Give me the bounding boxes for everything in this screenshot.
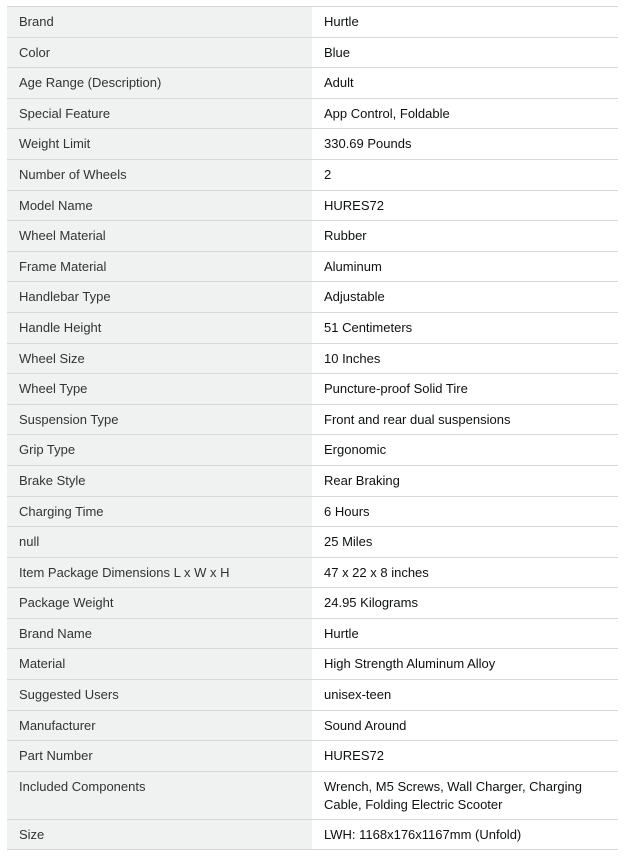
spec-value: unisex-teen bbox=[312, 680, 618, 711]
spec-row-part-number bbox=[7, 741, 618, 772]
spec-value: Front and rear dual suspensions bbox=[312, 404, 618, 435]
spec-label: Special Feature bbox=[7, 98, 312, 129]
spec-value: Adjustable bbox=[312, 282, 618, 313]
spec-value: App Control, Foldable bbox=[312, 98, 618, 129]
spec-label: Material bbox=[7, 649, 312, 680]
spec-value: LWH: 1168x176x1167mm (Unfold) bbox=[312, 819, 618, 850]
spec-label: Suggested Users bbox=[7, 680, 312, 711]
spec-label: Charging Time bbox=[7, 496, 312, 527]
spec-label: Handlebar Type bbox=[7, 282, 312, 313]
spec-label: Included Components bbox=[7, 771, 312, 819]
spec-value: 10 Inches bbox=[312, 343, 618, 374]
product-specifications-table bbox=[7, 6, 618, 850]
spec-label: Wheel Type bbox=[7, 374, 312, 405]
spec-value: Rear Braking bbox=[312, 465, 618, 496]
spec-row-manufacturer bbox=[7, 710, 618, 741]
spec-row-brake-style bbox=[7, 465, 618, 496]
spec-row-brand-name bbox=[7, 618, 618, 649]
spec-label: Size bbox=[7, 819, 312, 850]
spec-label: Wheel Size bbox=[7, 343, 312, 374]
spec-value: 25 Miles bbox=[312, 527, 618, 558]
spec-value: Sound Around bbox=[312, 710, 618, 741]
spec-value: 2 bbox=[312, 159, 618, 190]
spec-label: Part Number bbox=[7, 741, 312, 772]
spec-row-wheel-type bbox=[7, 374, 618, 405]
spec-row-item-package-dimensions bbox=[7, 557, 618, 588]
spec-value: 47 x 22 x 8 inches bbox=[312, 557, 618, 588]
spec-label: Model Name bbox=[7, 190, 312, 221]
spec-label: Number of Wheels bbox=[7, 159, 312, 190]
spec-label: Item Package Dimensions L x W x H bbox=[7, 557, 312, 588]
spec-row-brand bbox=[7, 7, 618, 38]
spec-value: 330.69 Pounds bbox=[312, 129, 618, 160]
spec-row-material bbox=[7, 649, 618, 680]
spec-label: Brand Name bbox=[7, 618, 312, 649]
spec-row-grip-type bbox=[7, 435, 618, 466]
spec-value: HURES72 bbox=[312, 190, 618, 221]
spec-value: Adult bbox=[312, 68, 618, 99]
spec-row-null bbox=[7, 527, 618, 558]
spec-label: Age Range (Description) bbox=[7, 68, 312, 99]
spec-label: Suspension Type bbox=[7, 404, 312, 435]
spec-label: Weight Limit bbox=[7, 129, 312, 160]
spec-value: 6 Hours bbox=[312, 496, 618, 527]
spec-label: Brand bbox=[7, 7, 312, 38]
spec-value: 24.95 Kilograms bbox=[312, 588, 618, 619]
spec-label: null bbox=[7, 527, 312, 558]
spec-value: Ergonomic bbox=[312, 435, 618, 466]
spec-table-body bbox=[7, 7, 618, 850]
spec-value: Hurtle bbox=[312, 7, 618, 38]
spec-value: Wrench, M5 Screws, Wall Charger, Charging Cable, Folding Electric Scooter bbox=[312, 771, 618, 819]
spec-label: Manufacturer bbox=[7, 710, 312, 741]
spec-row-wheel-material bbox=[7, 221, 618, 252]
spec-value: Hurtle bbox=[312, 618, 618, 649]
spec-row-handle-height bbox=[7, 312, 618, 343]
spec-row-charging-time bbox=[7, 496, 618, 527]
spec-value: 51 Centimeters bbox=[312, 312, 618, 343]
spec-row-suggested-users bbox=[7, 680, 618, 711]
spec-row-special-feature bbox=[7, 98, 618, 129]
spec-label: Frame Material bbox=[7, 251, 312, 282]
spec-row-weight-limit bbox=[7, 129, 618, 160]
spec-row-suspension-type bbox=[7, 404, 618, 435]
spec-row-number-of-wheels bbox=[7, 159, 618, 190]
spec-row-color bbox=[7, 37, 618, 68]
spec-value: Rubber bbox=[312, 221, 618, 252]
spec-label: Brake Style bbox=[7, 465, 312, 496]
spec-value: Puncture-proof Solid Tire bbox=[312, 374, 618, 405]
spec-label: Handle Height bbox=[7, 312, 312, 343]
spec-row-included-components bbox=[7, 771, 618, 819]
spec-row-wheel-size bbox=[7, 343, 618, 374]
spec-value: Blue bbox=[312, 37, 618, 68]
spec-row-frame-material bbox=[7, 251, 618, 282]
spec-label: Package Weight bbox=[7, 588, 312, 619]
spec-value: High Strength Aluminum Alloy bbox=[312, 649, 618, 680]
spec-row-package-weight bbox=[7, 588, 618, 619]
spec-row-size bbox=[7, 819, 618, 850]
spec-label: Color bbox=[7, 37, 312, 68]
spec-value: HURES72 bbox=[312, 741, 618, 772]
spec-row-handlebar-type bbox=[7, 282, 618, 313]
spec-value: Aluminum bbox=[312, 251, 618, 282]
spec-row-age-range bbox=[7, 68, 618, 99]
spec-label: Wheel Material bbox=[7, 221, 312, 252]
spec-row-model-name bbox=[7, 190, 618, 221]
spec-label: Grip Type bbox=[7, 435, 312, 466]
